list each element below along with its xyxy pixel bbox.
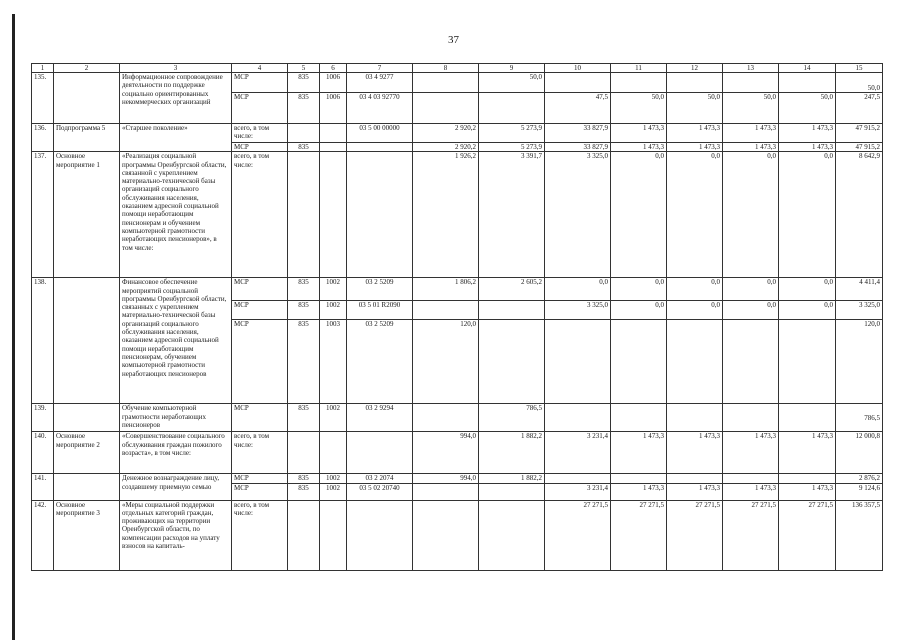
cell (413, 73, 479, 93)
cell: 1003 (320, 320, 347, 404)
cell (479, 93, 545, 124)
cell: 3 231,4 (545, 483, 611, 500)
cell (347, 143, 413, 152)
cell: 3 325,0 (836, 301, 883, 320)
header-cell: 13 (723, 64, 779, 73)
cell (779, 404, 836, 432)
header-cell: 14 (779, 64, 836, 73)
cell (288, 500, 320, 570)
row-name: Обучение компьютерной грамотности неработающих пенсионеров (120, 404, 232, 432)
cell (413, 301, 479, 320)
cell: 120,0 (836, 320, 883, 404)
row-id: 137. (32, 152, 54, 278)
cell: 03 2 2074 (347, 474, 413, 483)
cell: МСР (232, 404, 288, 432)
row-category (54, 404, 120, 432)
cell: 1 473,3 (611, 143, 667, 152)
cell: 994,0 (413, 474, 479, 483)
cell (347, 152, 413, 278)
cell: 786,5 (836, 404, 883, 432)
cell (479, 320, 545, 404)
cell (779, 320, 836, 404)
cell: МСР (232, 320, 288, 404)
cell: 1 473,3 (667, 432, 723, 474)
row-id: 142. (32, 500, 54, 570)
cell: 1006 (320, 73, 347, 93)
cell: всего, в том числе: (232, 500, 288, 570)
cell: 835 (288, 73, 320, 93)
cell: 3 325,0 (545, 152, 611, 278)
cell: 1 473,3 (667, 143, 723, 152)
cell: 835 (288, 474, 320, 483)
cell: 27 271,5 (611, 500, 667, 570)
cell: 5 273,9 (479, 124, 545, 143)
cell (779, 73, 836, 93)
cell: 1002 (320, 301, 347, 320)
cell: 786,5 (479, 404, 545, 432)
row-category: Основное мероприятие 1 (54, 152, 120, 278)
cell: 5 273,9 (479, 143, 545, 152)
cell: 3 391,7 (479, 152, 545, 278)
cell: 1 473,3 (667, 483, 723, 500)
cell: 1 473,3 (779, 432, 836, 474)
cell: 0,0 (779, 301, 836, 320)
row-id: 136. (32, 124, 54, 152)
row-id: 135. (32, 73, 54, 124)
cell: 03 4 9277 (347, 73, 413, 93)
cell: 03 2 5209 (347, 278, 413, 301)
cell: 835 (288, 404, 320, 432)
cell: 1 473,3 (779, 483, 836, 500)
cell: 0,0 (779, 278, 836, 301)
cell: 0,0 (667, 301, 723, 320)
row-category: Подпрограмма 5 (54, 124, 120, 152)
cell: 3 325,0 (545, 301, 611, 320)
cell (545, 73, 611, 93)
cell: 50,0 (611, 93, 667, 124)
header-cell: 7 (347, 64, 413, 73)
column-number-header (32, 64, 883, 73)
cell: 0,0 (611, 278, 667, 301)
cell: 1 473,3 (723, 143, 779, 152)
row-category: Основное мероприятие 3 (54, 500, 120, 570)
cell: 1 882,2 (479, 432, 545, 474)
table-row (32, 500, 883, 570)
cell: 994,0 (413, 432, 479, 474)
cell (320, 143, 347, 152)
cell: МСР (232, 143, 288, 152)
header-cell: 2 (54, 64, 120, 73)
cell (667, 73, 723, 93)
row-id: 139. (32, 404, 54, 432)
cell: 0,0 (611, 152, 667, 278)
cell: 1 473,3 (779, 124, 836, 143)
cell: 33 827,9 (545, 124, 611, 143)
row-category: Основное мероприятие 2 (54, 432, 120, 474)
cell (479, 500, 545, 570)
row-id: 141. (32, 474, 54, 500)
cell: 0,0 (779, 152, 836, 278)
table-row (32, 404, 883, 432)
row-category (54, 278, 120, 404)
cell (545, 320, 611, 404)
cell (479, 483, 545, 500)
row-name: «Реализация социальной программы Оренбургской области, связанной с укреплением материально-технической базы организаций социального обслуживания населения, оказанием адресной социальной помощи неработающим пенсионерам и обучением компьютерной грамотности неработающих пенсионеров», в том числе: (120, 152, 232, 278)
cell: 0,0 (723, 301, 779, 320)
cell (723, 73, 779, 93)
scan-edge-bar (12, 14, 15, 640)
cell: 8 642,9 (836, 152, 883, 278)
row-name: Денежное вознаграждение лицу, создавшему приемную семью (120, 474, 232, 500)
header-cell: 3 (120, 64, 232, 73)
header-cell: 1 (32, 64, 54, 73)
cell: МСР (232, 93, 288, 124)
cell: 1002 (320, 404, 347, 432)
cell: 47,5 (545, 93, 611, 124)
cell: МСР (232, 73, 288, 93)
cell (723, 474, 779, 483)
cell (288, 432, 320, 474)
cell: 03 2 9294 (347, 404, 413, 432)
cell (611, 73, 667, 93)
cell: 0,0 (611, 301, 667, 320)
cell: МСР (232, 278, 288, 301)
table-row (32, 432, 883, 474)
row-name: «Совершенствование социального обслуживания граждан пожилого возраста», в том числе: (120, 432, 232, 474)
cell: 03 5 02 20740 (347, 483, 413, 500)
cell: всего, в том числе: (232, 124, 288, 143)
cell: 835 (288, 483, 320, 500)
cell: 03 2 5209 (347, 320, 413, 404)
cell: 4 411,4 (836, 278, 883, 301)
cell (611, 404, 667, 432)
cell (347, 500, 413, 570)
cell (320, 152, 347, 278)
header-cell: 8 (413, 64, 479, 73)
row-id: 140. (32, 432, 54, 474)
header-cell: 4 (232, 64, 288, 73)
cell: МСР (232, 474, 288, 483)
cell: 2 920,2 (413, 143, 479, 152)
cell (545, 474, 611, 483)
cell (347, 432, 413, 474)
cell: 1 473,3 (611, 432, 667, 474)
cell: 835 (288, 320, 320, 404)
cell (320, 124, 347, 143)
cell (545, 404, 611, 432)
cell: 2 876,2 (836, 474, 883, 483)
cell: 1 473,3 (667, 124, 723, 143)
cell: 1 473,3 (779, 143, 836, 152)
cell: 27 271,5 (667, 500, 723, 570)
cell (667, 474, 723, 483)
cell (288, 124, 320, 143)
header-cell: 12 (667, 64, 723, 73)
cell: 1 882,2 (479, 474, 545, 483)
cell (667, 320, 723, 404)
cell: МСР (232, 483, 288, 500)
cell: 835 (288, 301, 320, 320)
cell: 1 473,3 (723, 124, 779, 143)
cell: 27 271,5 (723, 500, 779, 570)
cell (320, 432, 347, 474)
row-name: «Меры социальной поддержки отдельных категорий граждан, проживающих на территории Оренбургской области, по компенсации расходов на уплату взносов на капиталь- (120, 500, 232, 570)
cell: 835 (288, 278, 320, 301)
row-name: Финансовое обеспечение мероприятий социальной программы Оренбургской области, связанных с укреплением материально-технической базы организаций социального обслуживания населения, оказанием адресной социальной помощи неработающим пенсионерам, обучением компьютерной грамотности неработающих пенсионеров (120, 278, 232, 404)
row-id: 138. (32, 278, 54, 404)
cell: 0,0 (667, 152, 723, 278)
page-number: 37 (448, 34, 459, 46)
cell (413, 93, 479, 124)
cell: 1002 (320, 474, 347, 483)
cell: 247,5 (836, 93, 883, 124)
row-category (54, 474, 120, 500)
cell (413, 404, 479, 432)
cell: 27 271,5 (779, 500, 836, 570)
cell: 136 357,5 (836, 500, 883, 570)
table-row (32, 124, 883, 143)
cell: 1 926,2 (413, 152, 479, 278)
cell (413, 500, 479, 570)
cell: 3 231,4 (545, 432, 611, 474)
cell: 1 473,3 (611, 483, 667, 500)
header-cell: 10 (545, 64, 611, 73)
cell: 50,0 (667, 93, 723, 124)
cell (611, 474, 667, 483)
cell: 50,0 (723, 93, 779, 124)
cell: 835 (288, 93, 320, 124)
cell (723, 320, 779, 404)
header-cell: 11 (611, 64, 667, 73)
cell (667, 404, 723, 432)
header-cell: 9 (479, 64, 545, 73)
cell: 2 605,2 (479, 278, 545, 301)
cell: 27 271,5 (545, 500, 611, 570)
cell: 50,0 (479, 73, 545, 93)
cell: 33 827,9 (545, 143, 611, 152)
cell: 1 806,2 (413, 278, 479, 301)
cell: всего, в том числе: (232, 152, 288, 278)
header-cell: 15 (836, 64, 883, 73)
table-row (32, 73, 883, 93)
cell: 03 4 03 92770 (347, 93, 413, 124)
cell: 12 000,8 (836, 432, 883, 474)
cell: 50,0 (836, 73, 883, 93)
cell: 03 5 01 R2090 (347, 301, 413, 320)
cell: 0,0 (723, 278, 779, 301)
header-cell: 5 (288, 64, 320, 73)
cell: МСР (232, 301, 288, 320)
cell: 1 473,3 (723, 432, 779, 474)
budget-table (31, 63, 883, 571)
cell: 1002 (320, 278, 347, 301)
cell: всего, в том числе: (232, 432, 288, 474)
cell (320, 500, 347, 570)
cell: 47 915,2 (836, 124, 883, 143)
header-cell: 6 (320, 64, 347, 73)
cell: 1002 (320, 483, 347, 500)
cell: 50,0 (779, 93, 836, 124)
table-row (32, 278, 883, 301)
cell: 1 473,3 (611, 124, 667, 143)
cell (723, 404, 779, 432)
cell: 1006 (320, 93, 347, 124)
row-name: Информационное сопровождение деятельности по поддержке социально ориентированных некоммерческих организаций (120, 73, 232, 124)
cell (413, 483, 479, 500)
cell (779, 474, 836, 483)
row-name: «Старшее поколение» (120, 124, 232, 152)
cell: 1 473,3 (723, 483, 779, 500)
cell (611, 320, 667, 404)
cell: 9 124,6 (836, 483, 883, 500)
cell: 03 5 00 00000 (347, 124, 413, 143)
table-row (32, 474, 883, 483)
cell: 0,0 (667, 278, 723, 301)
table-row (32, 152, 883, 278)
cell: 835 (288, 143, 320, 152)
cell (479, 301, 545, 320)
cell: 120,0 (413, 320, 479, 404)
cell: 0,0 (545, 278, 611, 301)
cell: 0,0 (723, 152, 779, 278)
cell (288, 152, 320, 278)
row-category (54, 73, 120, 124)
cell: 2 920,2 (413, 124, 479, 143)
cell: 47 915,2 (836, 143, 883, 152)
